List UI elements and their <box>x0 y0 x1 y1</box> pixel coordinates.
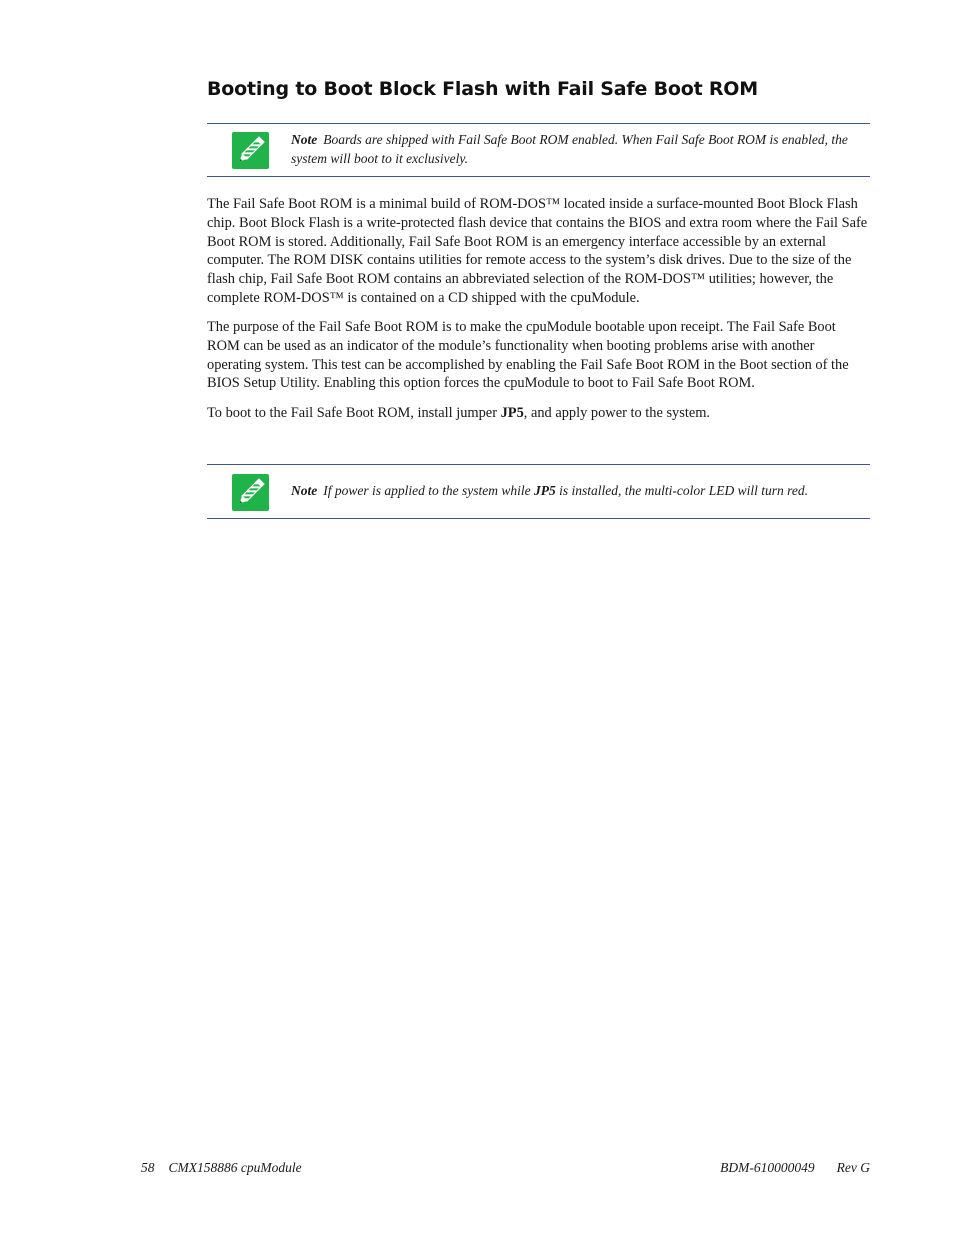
note-label: Note <box>291 132 318 147</box>
jumper-label: JP5 <box>533 483 556 498</box>
pencil-note-icon <box>232 474 269 511</box>
note-box-shipping <box>207 123 870 177</box>
note-body: Boards are shipped with Fail Safe Boot ROM enabled. When Fail Safe Boot ROM is enabled, the system will boot to it exclusively. <box>291 132 848 166</box>
paragraph-boot-instructions <box>207 404 870 423</box>
page-number: 58 <box>141 1160 155 1175</box>
note-text <box>291 130 862 168</box>
revision-label: Rev G <box>836 1160 870 1175</box>
note-label: Note <box>291 483 318 498</box>
document-number: BDM-610000049 <box>720 1160 815 1175</box>
jumper-label: JP5 <box>500 405 524 421</box>
paragraph-text: To boot to the Fail Safe Boot ROM, install jumper <box>207 405 501 421</box>
product-name: CMX158886 cpuModule <box>168 1160 302 1175</box>
paragraph-text: , and apply power to the system. <box>523 405 711 421</box>
section-heading: Booting to Boot Block Flash with Fail Safe Boot ROM <box>207 78 758 100</box>
note-box-led <box>207 464 870 519</box>
paragraph-fail-safe-purpose: The purpose of the Fail Safe Boot ROM is to make the cpuModule bootable upon receipt. The Fail Safe Boot ROM can be used as an indicator of the module’s functionality when booting problems arise with another operating system. This test can be accomplished by enabling the Fail Safe Boot ROM in the Boot section of the BIOS Setup Utility. Enabling this option forces the cpuModule to boot to Fail Safe Boot ROM. <box>207 319 849 392</box>
note-body: is installed, the multi-color LED will turn red. <box>555 483 808 498</box>
paragraph-fail-safe-description: The Fail Safe Boot ROM is a minimal build of ROM-DOS™ located inside a surface-mounted Boot Block Flash chip. Boot Block Flash is a write-protected flash device that contains the BIOS and extra room where the Fail Safe Boot ROM is stored. Additionally, Fail Safe Boot ROM is an emergency interface accessible by an external computer. The ROM DISK contains utilities for remote access to the system’s disk drives. Due to the size of the flash chip, Fail Safe Boot ROM contains an abbreviated selection of the ROM-DOS™ utilities; however, the complete ROM-DOS™ is contained on a CD shipped with the cpuModule. <box>207 196 868 306</box>
pencil-note-icon <box>232 132 269 169</box>
footer-right <box>720 1160 870 1176</box>
note-body: If power is applied to the system while <box>323 483 534 498</box>
note-text <box>291 481 862 500</box>
footer-left <box>141 1160 302 1176</box>
